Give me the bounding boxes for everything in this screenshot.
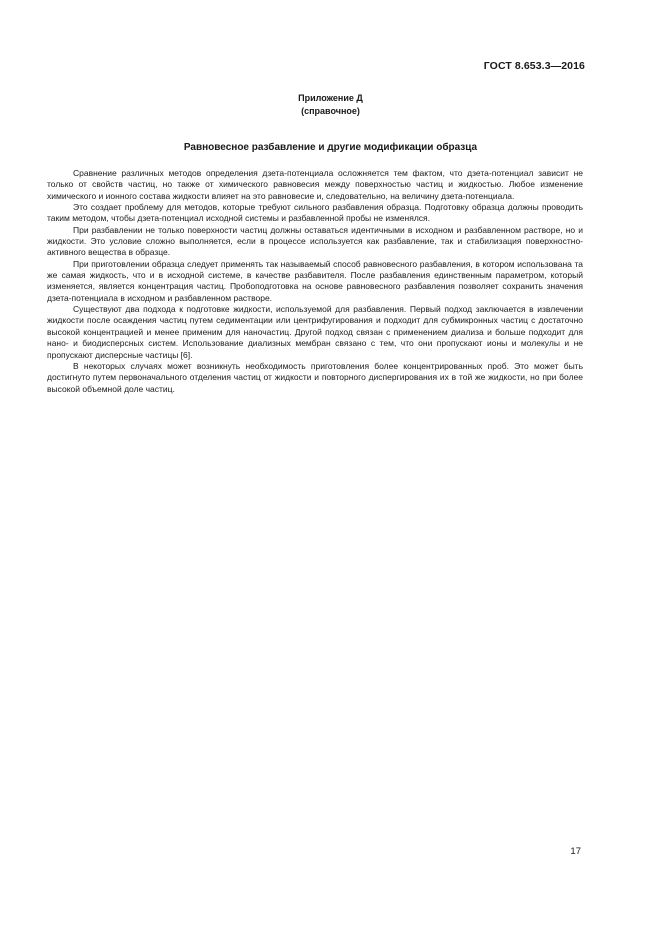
appendix-heading xyxy=(0,92,661,118)
paragraph: Это создает проблему для методов, которые требуют сильного разбавления образца. Подготовку образца должны проводить таким методом, чтобы дзета-потенциал исходной системы и разбавленной пробы не изменялся. xyxy=(47,202,583,224)
page-number: 17 xyxy=(570,846,581,857)
appendix-label: Приложение Д xyxy=(298,93,363,103)
document-code: ГОСТ 8.653.3—2016 xyxy=(483,60,585,72)
body-text xyxy=(47,168,583,395)
section-title: Равновесное разбавление и другие модификации образца xyxy=(183,142,478,153)
paragraph: В некоторых случаях может возникнуть необходимость приготовления более концентрированных проб. Это может быть достигнуто путем первоначального отделения частиц от жидкости и повторного диспергирования их в той же жидкости, но при более высокой объемной доле частиц. xyxy=(47,360,583,394)
paragraph: При разбавлении не только поверхности частиц должны оставаться идентичными в исходном и разбавленном растворе, но и жидкости. Это условие сложно выполняется, если в процессе используется как разбавление, так и стабилизация поверхностно-активного вещества в образце. xyxy=(47,224,583,258)
paragraph: Сравнение различных методов определения дзета-потенциала осложняется тем фактом, что дзета-потенциал зависит не только от свойств частиц, но также от химического равновесия между поверхностью частиц и жидкостью. Любое изменение химического и ионного состава жидкости влияет на это равновесие и, следовательно, на величину дзета-потенциала. xyxy=(47,168,583,201)
appendix-note: (справочное) xyxy=(301,106,360,116)
paragraph: Существуют два подхода к подготовке жидкости, используемой для разбавления. Первый подход заключается в извлечении жидкости после осаждения частиц путем седиментации или центрифугирования и подходит для субмикронных частиц с достаточно высокой концентрацией и менее применим для наночастиц. Другой подход связан с применением диализа и больше подходит для нано- и биодисперсных систем. Использование диализных мембран связано с тем, что они пропускают ионы и молекулы и не пропускают дисперсные частицы [6]. xyxy=(47,304,583,360)
paragraph: При приготовлении образца следует применять так называемый способ равновесного разбавления, в котором использована та же самая жидкость, что и в исходной системе, в качестве разбавителя. После разбавления единственным параметром, который изменяется, является концентрация частиц. Пробоподготовка на основе равновесного разбавления позволяет сохранить значения дзета-потенциала в исходном и разбавленном растворе. xyxy=(47,258,583,303)
